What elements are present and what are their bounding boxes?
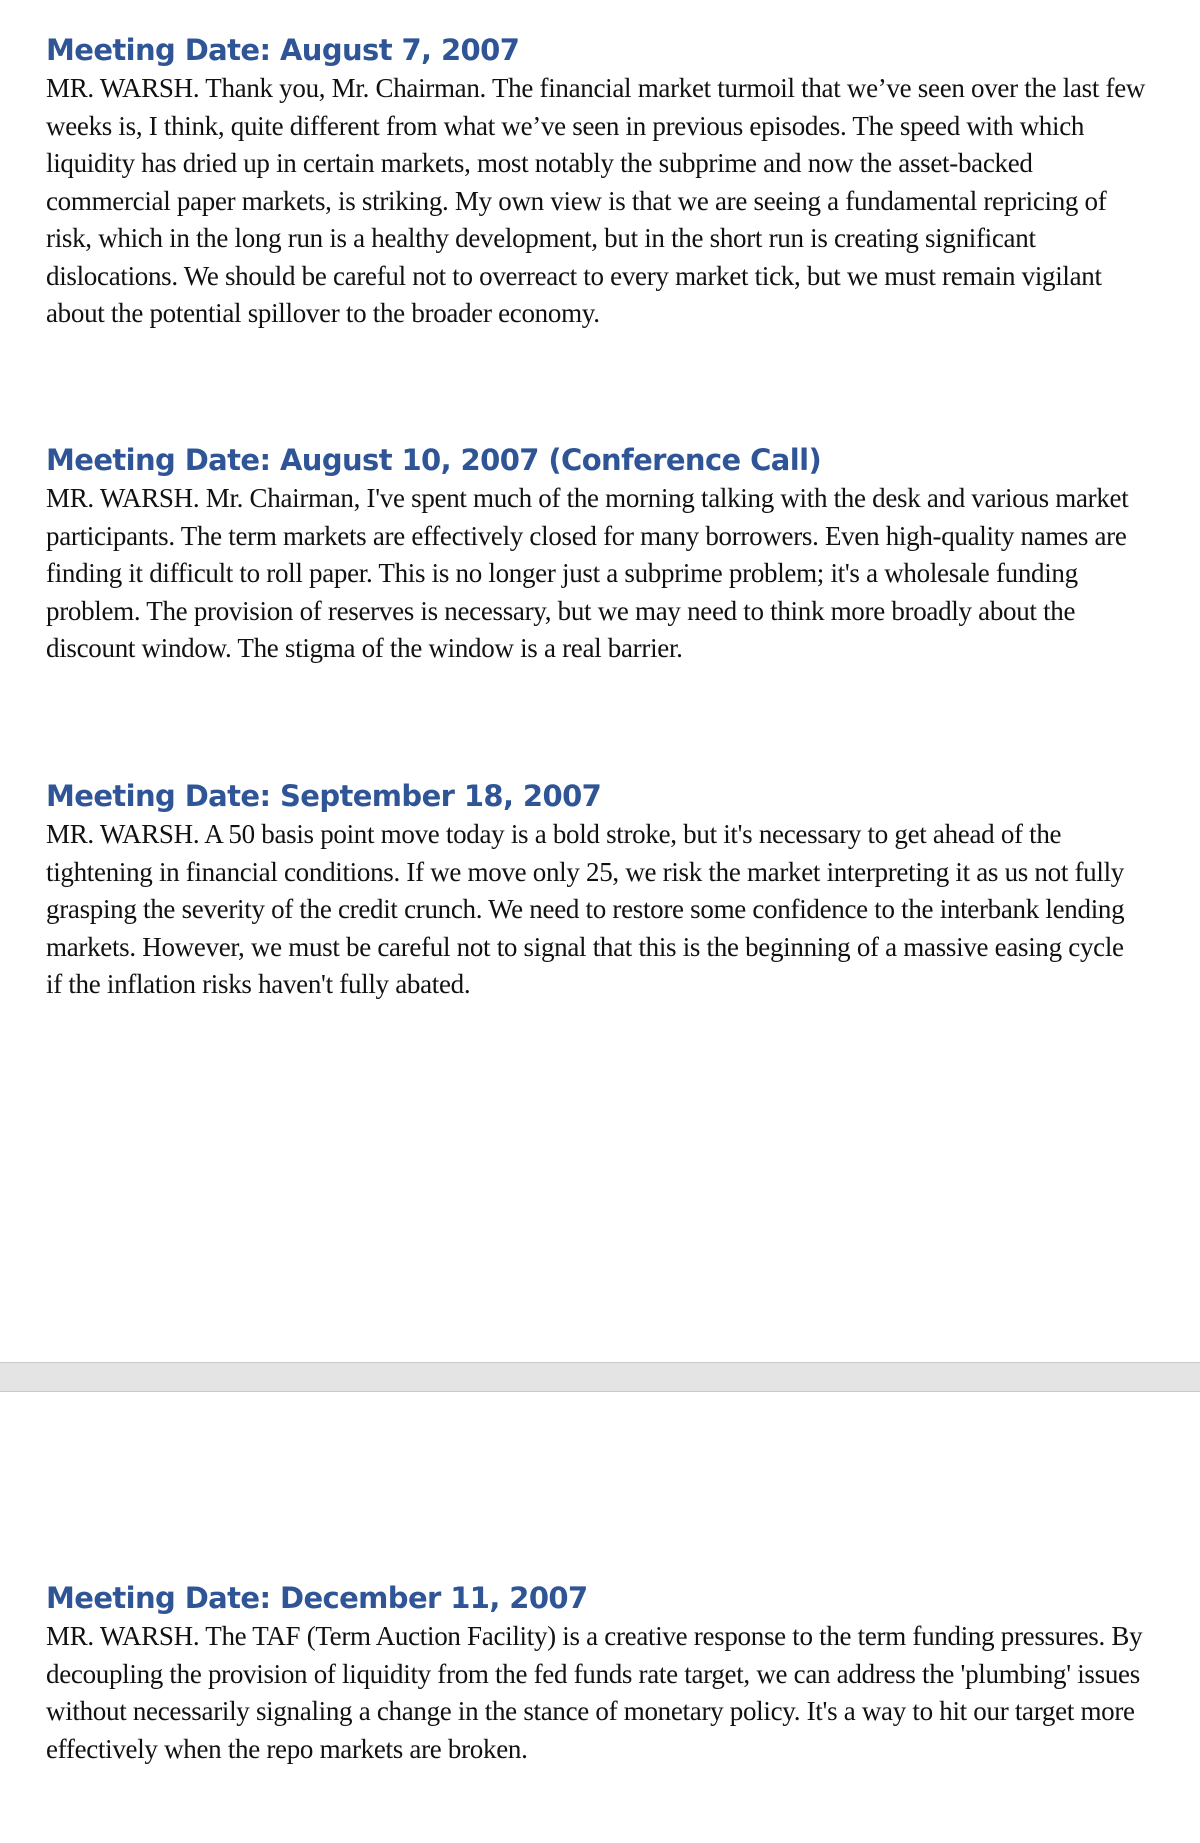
meeting-entry (46, 30, 1146, 333)
page-break-separator (0, 1362, 1200, 1392)
document-page-2 (0, 1392, 1200, 1843)
statement-paragraph[interactable]: MR. WARSH. Thank you, Mr. Chairman. The financial market turmoil that we’ve seen over the last few weeks is, I think, quite different from what we’ve seen in previous episodes. The speed with which liquidity has dried up in certain markets, most notably the subprime and now the asset-backed commercial paper markets, is striking. My own view is that we are seeing a fundamental repricing of risk, which in the long run is a healthy development, but in the short run is creating significant dislocations. We should be careful not to overreact to every market tick, but we must remain vigilant about the potential spillover to the broader economy. (46, 73, 1146, 328)
meeting-date-heading: Meeting Date: September 18, 2007 (46, 779, 602, 813)
meeting-date-heading: Meeting Date: August 10, 2007 (Conference Call) (46, 443, 822, 477)
meeting-entry (46, 440, 1146, 668)
meeting-date-heading: Meeting Date: August 7, 2007 (46, 33, 520, 67)
statement-paragraph[interactable]: MR. WARSH. The TAF (Term Auction Facility) is a creative response to the term funding pressures. By decoupling the provision of liquidity from the fed funds rate target, we can address the 'plumbing' issues without necessarily signaling a change in the stance of monetary policy. It's a way to hit our target more effectively when the repo markets are broken. (46, 1621, 1143, 1764)
meeting-date-heading: Meeting Date: December 11, 2007 (46, 1581, 588, 1615)
meeting-entry (46, 776, 1146, 1004)
statement-paragraph[interactable]: MR. WARSH. Mr. Chairman, I've spent much of the morning talking with the desk and various market participants. The term markets are effectively closed for many borrowers. Even high-quality names are finding it difficult to roll paper. This is no longer just a subprime problem; it's a wholesale funding problem. The provision of reserves is necessary, but we may need to think more broadly about the discount window. The stigma of the window is a real barrier. (46, 483, 1129, 663)
meeting-entry (46, 1578, 1146, 1768)
statement-paragraph[interactable]: MR. WARSH. A 50 basis point move today is a bold stroke, but it's necessary to get ahead of the tightening in financial conditions. If we move only 25, we risk the market interpreting it as us not fully grasping the severity of the credit crunch. We need to restore some confidence to the interbank lending markets. However, we must be careful not to signal that this is the beginning of a massive easing cycle if the inflation risks haven't fully abated. (46, 819, 1125, 999)
